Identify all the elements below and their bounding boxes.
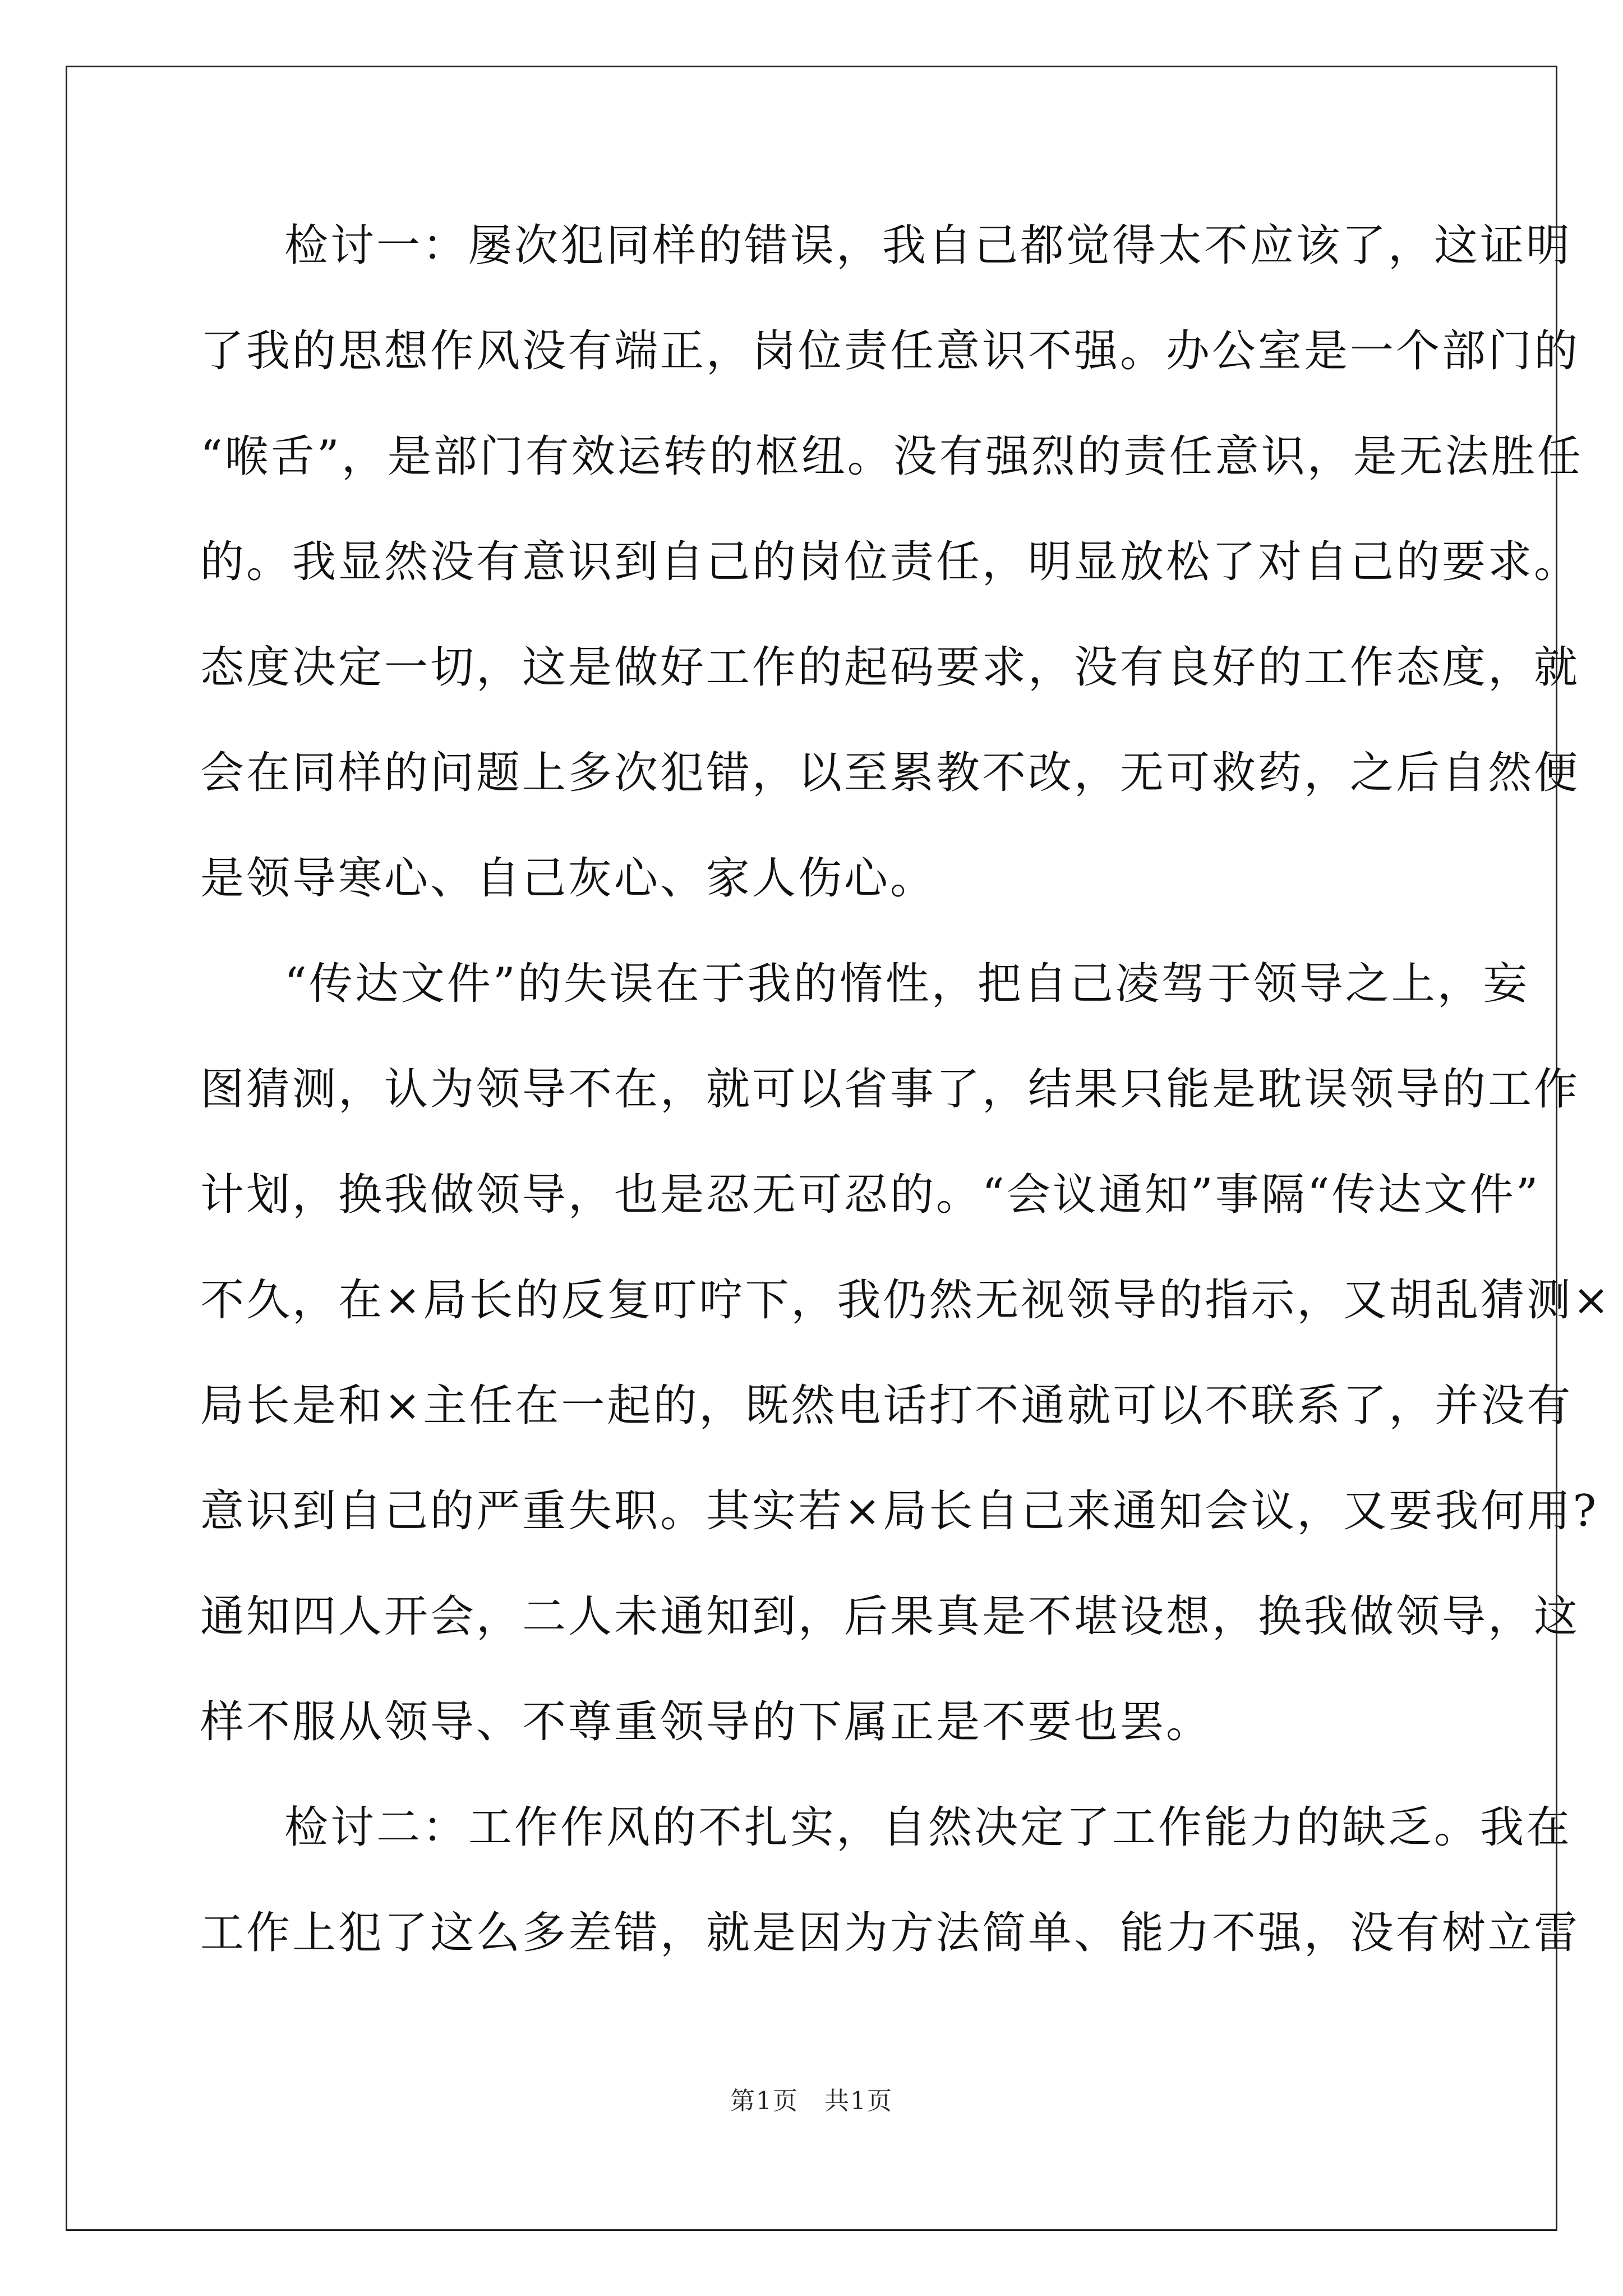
paragraph-2-line-7: 通知四人开会，二人未通知到，后果真是不堪设想，换我做领导，这 xyxy=(200,1591,1580,1642)
paragraph-2-line-8: 样不服从领导、不尊重领导的下属正是不要也罢。 xyxy=(200,1697,1212,1747)
paragraph-1-line-7: 是领导寒心、自己灰心、家人伤心。 xyxy=(200,853,937,904)
paragraph-2-line-6: 意识到自己的严重失职。其实若×局长自己来通知会议，又要我何用? xyxy=(200,1486,1599,1536)
paragraph-1-line-1: 检讨一：屡次犯同样的错误，我自己都觉得太不应该了，这证明 xyxy=(284,220,1573,271)
paragraph-1-line-6: 会在同样的问题上多次犯错，以至累教不改，无可救药，之后自然便 xyxy=(200,748,1580,798)
page-number-footer: 第1页 共1页 xyxy=(730,2087,893,2115)
document-body xyxy=(200,219,1612,2012)
paragraph-2-line-4: 不久，在×局长的反复叮咛下，我仍然无视领导的指示，又胡乱猜测× xyxy=(200,1275,1612,1326)
paragraph-2-line-2: 图猜测，认为领导不在，就可以省事了，结果只能是耽误领导的工作 xyxy=(200,1064,1580,1115)
paragraph-3-line-1: 检讨二：工作作风的不扎实，自然决定了工作能力的缺乏。我在 xyxy=(284,1802,1573,1853)
paragraph-3-line-2: 工作上犯了这么多差错，就是因为方法简单、能力不强，没有树立雷 xyxy=(200,1908,1580,1958)
paragraph-1-line-3: “喉舌”，是部门有效运转的枢纽。没有强烈的责任意识，是无法胜任 xyxy=(200,431,1583,482)
paragraph-2-line-5: 局长是和×主任在一起的，既然电话打不通就可以不联系了，并没有 xyxy=(200,1381,1573,1431)
paragraph-1-line-2: 了我的思想作风没有端正，岗位责任意识不强。办公室是一个部门的 xyxy=(200,326,1580,376)
paragraph-1-line-4: 的。我显然没有意识到自己的岗位责任，明显放松了对自己的要求。 xyxy=(200,537,1580,587)
paragraph-1-line-5: 态度决定一切，这是做好工作的起码要求，没有良好的工作态度，就 xyxy=(200,642,1580,693)
paragraph-2-line-3: 计划，换我做领导，也是忍无可忍的。“会议通知”事隔“传达文件” xyxy=(200,1170,1541,1220)
paragraph-2-line-1: “传达文件”的失误在于我的惰性，把自己凌驾于领导之上，妄 xyxy=(284,959,1529,1009)
